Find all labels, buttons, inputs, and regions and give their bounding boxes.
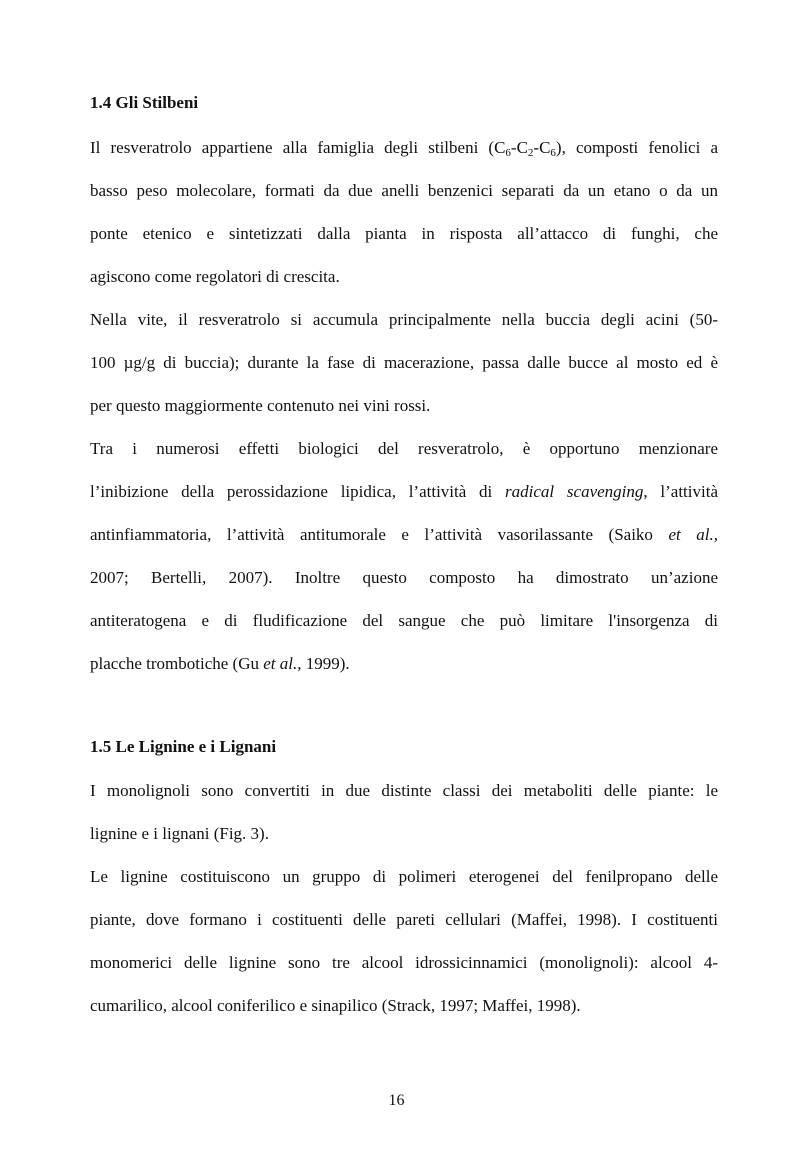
text-line: monomerici delle lignine sono tre alcool idrossicinnamici (monolignoli): alcool 4- [90, 953, 718, 972]
text-span: Il resveratrolo appartiene alla famiglia degli stilbeni (C [90, 138, 506, 157]
text-span: antinfiammatoria, l’attività antitumorale e l’attività vasorilassante (Saiko [90, 525, 653, 544]
section-heading-stilbeni: 1.4 Gli Stilbeni [90, 93, 199, 112]
section-heading-lignine: 1.5 Le Lignine e i Lignani [90, 737, 277, 756]
subscript: 6 [550, 147, 556, 159]
text-line [90, 513, 718, 556]
text-line: Tra i numerosi effetti biologici del resveratrolo, è opportuno menzionare [90, 439, 718, 458]
page-content [90, 0, 718, 1156]
text-span: -C [510, 138, 528, 157]
text-line: per questo maggiormente contenuto nei vini rossi. [90, 396, 431, 415]
text-span: placche trombotiche (Gu [90, 654, 259, 673]
subscript: 6 [505, 147, 511, 159]
text-line: 2007; Bertelli, 2007). Inoltre questo composto ha dimostrato un’azione [90, 568, 718, 587]
text-span: , l’attività [643, 482, 718, 501]
paragraph-resveratrolo-famiglia [90, 126, 718, 298]
text-line: 100 µg/g di buccia); durante la fase di macerazione, passa dalle bucce al mosto ed è [90, 353, 718, 372]
text-line: I monolignoli sono convertiti in due distinte classi dei metaboliti delle piante: le [90, 781, 718, 800]
text-line [90, 126, 718, 169]
paragraph-monolignoli [90, 769, 718, 855]
text-line: lignine e i lignani (Fig. 3). [90, 824, 269, 843]
page-number: 16 [388, 1092, 405, 1109]
text-line: Le lignine costituiscono un gruppo di polimeri eterogenei del fenilpropano delle [90, 867, 718, 886]
subscript: 2 [527, 147, 534, 159]
text-span: 1999). [305, 654, 350, 673]
text-line: ponte etenico e sintetizzati dalla pianta in risposta all’attacco di funghi, che [90, 224, 718, 243]
paragraph-lignine [90, 855, 718, 1027]
paragraph-nella-vite [90, 298, 718, 427]
text-line: antiteratogena e di fludificazione del sangue che può limitare l'insorgenza di [90, 611, 718, 630]
text-span: -C [533, 138, 551, 157]
italic-term: et al., [263, 654, 302, 673]
text-line: cumarilico, alcool coniferilico e sinapilico (Strack, 1997; Maffei, 1998). [90, 996, 581, 1015]
italic-term: et al., [668, 525, 719, 544]
text-line: piante, dove formano i costituenti delle pareti cellulari (Maffei, 1998). I costituenti [90, 910, 718, 929]
text-line: agiscono come regolatori di crescita. [90, 267, 340, 286]
text-line: Nella vite, il resveratrolo si accumula principalmente nella buccia degli acini (50- [90, 310, 718, 329]
text-line: basso peso molecolare, formati da due anelli benzenici separati da un etano o da un [90, 181, 718, 200]
italic-term: radical scavenging [505, 482, 644, 501]
text-span: ), composti fenolici a [555, 138, 718, 157]
text-line [90, 642, 718, 685]
paragraph-effetti-biologici [90, 427, 718, 685]
text-line [90, 470, 718, 513]
text-span: l’inibizione della perossidazione lipidica, l’attività di [90, 482, 493, 501]
